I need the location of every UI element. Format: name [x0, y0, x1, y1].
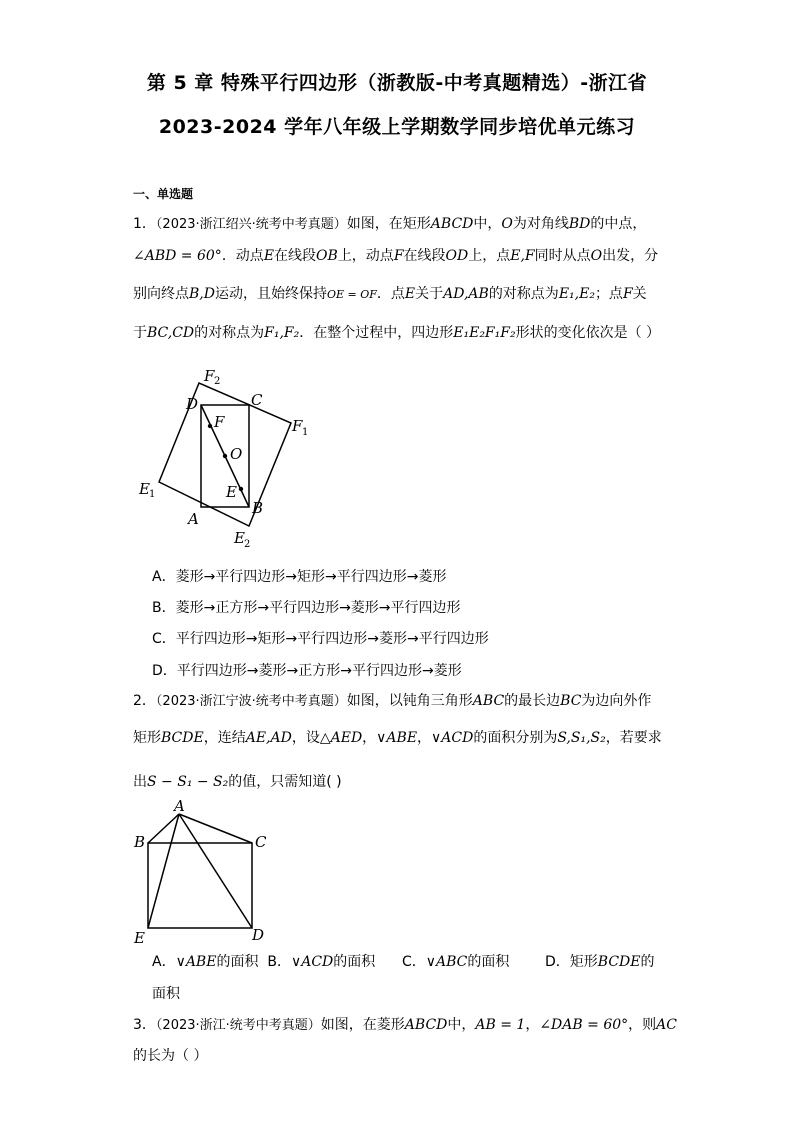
q1-label-f2: F	[204, 367, 215, 385]
q1-label-d: D	[186, 395, 199, 413]
q2-segment-ac	[179, 814, 252, 843]
q2-label-c: C	[255, 833, 267, 851]
q2-options-row	[152, 951, 654, 971]
q2-label-a: A	[174, 797, 185, 815]
q2-figure	[133, 796, 273, 946]
q2-line3: 出S − S₁ − S₂的值，只需知道( )	[133, 774, 342, 790]
q1-option-b[interactable]: B．菱形→正方形→平行四边形→菱形→平行四边形	[152, 600, 461, 616]
q1-figure	[133, 358, 323, 553]
section-heading: 一、单选题	[133, 187, 194, 201]
q1-label-a: A	[188, 510, 199, 528]
q1-label-f1: F	[292, 417, 303, 435]
q2-label-e: E	[134, 929, 145, 946]
q2-segment-ae	[148, 814, 179, 928]
q1-point-f	[208, 424, 212, 428]
svg-text:1: 1	[302, 427, 309, 438]
q1-option-c[interactable]: C．平行四边形→矩形→平行四边形→菱形→平行四边形	[152, 631, 489, 647]
q1-option-a[interactable]: A．菱形→平行四边形→矩形→平行四边形→菱形	[152, 569, 447, 585]
q2-option-d-cont: 面积	[152, 986, 180, 1002]
svg-text:1: 1	[149, 489, 156, 500]
q3-line2: 的长为（ ）	[133, 1048, 208, 1064]
q2-rect-bcde	[148, 843, 252, 928]
q1-label-b: B	[252, 499, 264, 517]
q1-label-o: O	[230, 445, 243, 463]
q2-option-a[interactable]: A．∨ABE的面积	[152, 954, 259, 970]
q1-label-e2: E	[234, 529, 245, 547]
q1-label-e: E	[226, 483, 237, 501]
page-title-line2: 2023-2024 学年八年级上学期数学同步培优单元练习	[158, 116, 636, 138]
q1-point-e	[239, 487, 243, 491]
q1-option-d[interactable]: D．平行四边形→菱形→正方形→平行四边形→菱形	[152, 663, 462, 679]
q2-label-d: D	[252, 926, 265, 944]
q1-label-c: C	[251, 391, 263, 409]
q1-line2: ∠ABD = 60°．动点E在线段OB上，动点F在线段OD上，点E,F同时从点O出发，分	[133, 248, 659, 264]
q2-option-b[interactable]: B．∨ACD的面积	[267, 954, 376, 970]
q1-line4: 于BC,CD的对称点为F₁,F₂．在整个过程中，四边形E₁E₂F₁F₂形状的变化依次是（ ）	[133, 325, 661, 341]
q2-line1: 2．（2023·浙江宁波·统考中考真题）如图，以钝角三角形ABC的最长边BC为边向外作	[133, 693, 652, 709]
q2-option-d[interactable]: D．矩形BCDE的	[544, 954, 655, 970]
q2-segment-ad	[179, 814, 252, 928]
q2-option-c[interactable]: C．∨ABC的面积	[401, 954, 510, 970]
svg-text:2: 2	[244, 539, 251, 550]
q2-label-b: B	[134, 833, 146, 851]
q1-label-f: F	[214, 413, 225, 431]
page-title-line1: 第 5 章 特殊平行四边形（浙教版-中考真题精选）-浙江省	[146, 72, 648, 94]
q2-line2: 矩形BCDE，连结AE,AD，设△AED，∨ABE，∨ACD的面积分别为S,S₁,S₂，若要求	[133, 730, 662, 746]
q1-line3: 别向终点B,D运动，且始终保持OE = OF．点E关于AD,AB的对称点为E₁,E₂；点F关	[133, 286, 647, 302]
svg-text:2: 2	[214, 376, 221, 387]
q1-point-o	[223, 454, 227, 458]
q3-line1: 3．（2023·浙江·统考中考真题）如图，在菱形ABCD中，AB = 1，∠DAB = 60°，则AC	[133, 1017, 677, 1033]
q1-line1: 1．（2023·浙江绍兴·统考中考真题）如图，在矩形ABCD中，O为对角线BD的中点，	[133, 216, 647, 232]
q1-label-e1: E	[139, 480, 150, 498]
